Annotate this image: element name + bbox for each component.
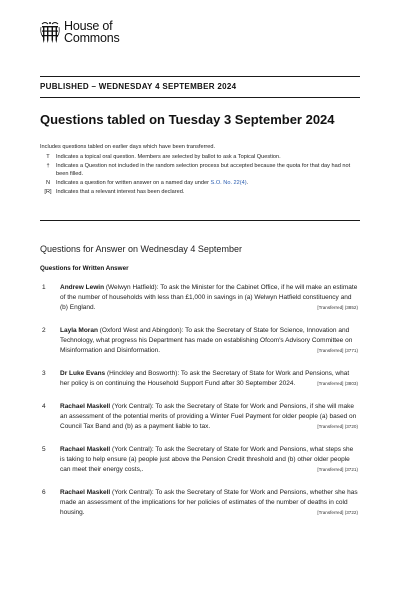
logo: [40, 20, 120, 45]
published-divider: [40, 97, 360, 98]
legend-text-after: .: [246, 179, 249, 186]
question-number: 3: [42, 370, 46, 377]
question-item: [40, 402, 358, 432]
question-number: 2: [42, 327, 46, 334]
legend-item-dagger: [40, 163, 360, 178]
question-number: 1: [42, 284, 46, 291]
constituency: (York Central):: [110, 489, 156, 496]
top-divider: [40, 76, 360, 77]
legend-text: Indicates a Question not included in the random selection process but accepted because the quota for that day had not been filled.: [56, 163, 351, 177]
question-text: To ask the Secretary of State for Work and Pensions, whether she has made an assessment of the implications for her policies of estimates of the number of deaths in cold housing.: [60, 489, 358, 516]
question-item: [40, 369, 358, 389]
logo-line-1: House of: [64, 19, 113, 33]
legend-item-topical: [40, 154, 360, 162]
member-name: Andrew Lewin: [60, 284, 105, 291]
member-name: Rachael Maskell: [60, 489, 111, 496]
question-number: 5: [42, 446, 46, 453]
legend-text: Indicates that a relevant interest has been declared.: [56, 188, 185, 195]
section-title: Questions for Answer on Wednesday 4 September: [40, 244, 242, 254]
question-item: [40, 445, 358, 475]
legend-symbol: N: [45, 179, 51, 186]
legend-symbol: †: [46, 163, 50, 170]
question-list: [40, 283, 358, 531]
subsection-title: Questions for Written Answer: [40, 265, 129, 272]
legend-text-before: Indicates a question for written answer on a named day under: [56, 179, 211, 186]
question-reference: [Transferred] (3803): [317, 381, 358, 386]
question-reference: [Transferred] (3720): [317, 424, 358, 429]
member-name: Dr Luke Evans: [60, 370, 106, 377]
published-date: PUBLISHED – WEDNESDAY 4 SEPTEMBER 2024: [40, 82, 237, 91]
legend-text: Indicates a topical oral question. Members are selected by ballot to ask a Topical Question.: [56, 154, 281, 160]
constituency: (York Central):: [110, 403, 156, 410]
member-name: Rachael Maskell: [60, 403, 111, 410]
question-text: To ask the Secretary of State for Work and Pensions, what steps she is taking to help ensure (a) people just above the Pension Credit threshold and (b) other older people can meet their energy costs,.: [60, 446, 354, 473]
question-body: [60, 283, 358, 313]
intro-note: Includes questions tabled on earlier days which have been transferred.: [40, 144, 216, 150]
question-text: To ask the Secretary of State for Science, Innovation and Technology, what progress his Department has made on establishing Ofcom's Advisory Committee on Misinformation and Disinformation.: [60, 327, 353, 354]
page-title: Questions tabled on Tuesday 3 September 2024: [40, 112, 335, 127]
member-name: Rachael Maskell: [60, 446, 111, 453]
logo-text: [64, 20, 120, 44]
question-reference: [Transferred] (3771): [317, 348, 358, 353]
legend-item-named-day: [40, 180, 360, 188]
constituency: (Hinckley and Bosworth):: [105, 370, 181, 377]
constituency: (Oxford West and Abingdon):: [97, 327, 186, 334]
question-body: [60, 326, 358, 356]
question-item: [40, 488, 358, 518]
question-reference: [Transferred] (3721): [317, 467, 358, 472]
question-reference: [Transferred] (3722): [317, 510, 358, 515]
portcullis-icon: [40, 21, 60, 45]
logo-line-2: Commons: [64, 31, 120, 45]
question-body: [60, 369, 358, 389]
question-text: To ask the Secretary of State for Work and Pensions, what her policy is on continuing the Household Support Fund after 30 September 2024.: [60, 370, 350, 387]
legend-item-relevant-interest: [40, 189, 360, 197]
legend-symbol: [R]: [44, 188, 52, 195]
standing-order-link[interactable]: S.O. No. 22(4): [210, 179, 247, 186]
member-name: Layla Moran: [60, 327, 98, 334]
question-body: [60, 445, 358, 475]
question-body: [60, 402, 358, 432]
legend-divider: [40, 220, 360, 221]
question-item: [40, 283, 358, 313]
legend-symbol: T: [46, 154, 50, 160]
constituency: (Welwyn Hatfield):: [104, 284, 161, 291]
legend-text: [56, 180, 360, 188]
question-reference: [Transferred] (3852): [317, 305, 358, 310]
question-text: To ask the Secretary of State for Work and Pensions, if she will make an assessment of the potential merits of providing a Winter Fuel Payment for older people (a) based on Council Tax Band and (b) as a payment liable to tax.: [60, 403, 357, 430]
question-number: 4: [42, 403, 46, 410]
question-item: [40, 326, 358, 356]
constituency: (York Central):: [110, 446, 156, 453]
symbol-legend: [40, 154, 360, 198]
question-body: [60, 488, 358, 518]
question-number: 6: [42, 489, 46, 496]
question-text: To ask the Minister for the Cabinet Office, if he will make an estimate of the number of households with less than £1,000 in savings in (a) Welwyn Hatfield constituency and (b) England.: [60, 284, 358, 311]
